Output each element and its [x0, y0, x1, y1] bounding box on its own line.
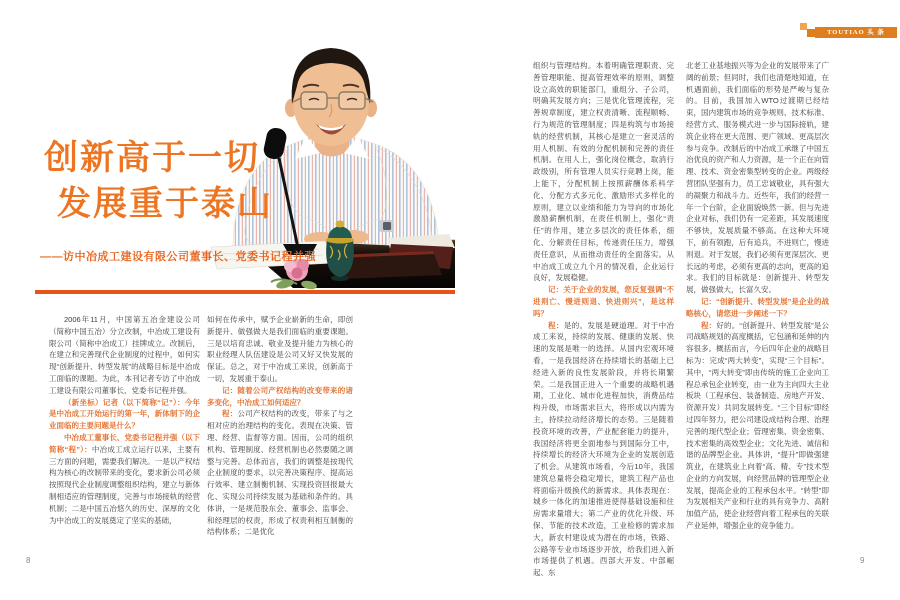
qa-accent-run: 程： [548, 320, 564, 330]
qa-accent-run: 记：关于企业的发展，您反复强调“不进则亡、慢进则退、快进则兴”，是这样吗？ [533, 285, 674, 318]
article-column-2 [207, 314, 353, 537]
page-number-right: 9 [860, 556, 865, 565]
section-tag-cn: 头 条 [867, 29, 885, 36]
body-text-run: 如何在传承中，赋予企业崭新的生命，即创新提升、做强做大是我们面临的重要课题。三是以培育忠诚、敬业及提升能力为核心的职业经理人队伍建设是公司又好又快发展的保证。总之，对于中冶成工来说，创新高于一切，发展重于泰山。 [207, 315, 353, 383]
article-column-1 [49, 314, 200, 528]
body-text-run: 是的。发展是硬道理。对于中冶成工来说，持续的发展、健康的发展、快速的发展是唯一的选择。从国内宏观环境看，一是我国经济在持续增长的基础上已经进入新的良性发展阶段，并将长期繁荣。二是我国正进入一个重要的战略机遇期，工业化、城市化进程加快，消费品结构升级，市场需求巨大，将形成以内需为主，持续拉动经济增长的态势。三是随着投资环境的改善，产业配套能力的提升，我国经济将更全面地参与到国际分工中，持续增长的经济大环境为企业的发展创造了机会。从建筑市场看，今后10年，我国建筑总量将会稳定增长，建筑工程产品也将面临升级换代的新需求。具体表现在：城乡一体化的加速推进使得基础设施和住房需求量增大；第二产业的优化升级、环保、节能的技术改造，工业检修的需求加大，新农村建设成为潜在的市场，铁路、公路等专业市场逐步开放，给我们进入新市场提供了机遇。西部大开发、中部崛起、东 [533, 320, 675, 578]
article-paragraph [686, 60, 829, 296]
qa-accent-run: 记：随着公司产权结构的改变带来的诸多变化，中冶成工如何适应？ [207, 385, 353, 407]
article-paragraph [49, 397, 200, 432]
wrist-watch [379, 220, 394, 232]
article-column-4 [686, 60, 830, 531]
body-text-run: 北老工业基地振兴等为企业的发展带来了广阔的前景；但同时，我们也清楚地知道，在机遇面前，我们面临的形势是严峻与复杂的。目前，我国加入WTO过渡期已经结束，国内建筑市场的竞争规则、技术标准、经营方式、服务模式进一步与国际接轨，建筑企业将在更大范围、更广领域、更高层次参与竞争。改制后的中冶成工承继了中国五冶优良的资产和人力资源，是一个正在向管理、技术、资金密集型转变的企业。两级经营团队坚强有力，员工忠诚敬业，具有强大的凝聚力和战斗力。近些年，我们的经营一年一个台阶，企业面貌焕然一新。但与先进企业对标，我们仍有一定差距，其发展速度不够快，发展质量不够高。在这种大环境下，前有领跑，后有追兵，不进则亡，慢进则退。对于发展，我们必须有更深层次、更长远的考虑，必须有更高的志向，更高的追求。我们的目标就是：创新提升、转型发展，做强做大，长富久安。 [686, 61, 829, 295]
section-tag-bar [815, 27, 897, 38]
qa-accent-run: 中冶成工董事长、党委书记程并强（以下简称“程”）： [49, 432, 200, 454]
page-number-left: 8 [26, 556, 31, 565]
article-paragraph [49, 314, 200, 397]
deco-square-dark [807, 29, 815, 37]
feature-title-line2: 发展重于泰山 [57, 185, 273, 223]
article-paragraph [533, 320, 674, 580]
article-column-3 [533, 60, 675, 578]
article-paragraph [533, 284, 674, 319]
qa-accent-run: 记：“创新提升、转型发展”是企业的战略核心，请您进一步阐述一下？ [686, 296, 829, 318]
body-text-run: 好的。“创新提升、转型发展”是公司战略规划的高度概括，它包涵和延伸的内容很多。概括而言，今后四年企业的战略目标为：完成“两大转变”，实现“三个目标”。其中，“两大转变”即由传统的施工企业向工程总承包企业转变，由一业为主向四大主业板块（工程承包、装备制造、房地产开发、资源开发）共同发展转变。“三个目标”即经过四年努力，把公司建设成结构合理、治理完善的现代型企业；管理密集、资金密集、技术密集的高效型企业；文化先进、诚信和谐的品牌型企业。具体讲，“提升”即做强建筑业，在建筑业上向着“高、精、专”技术型企业的方向发展，向经营品牌的管理型企业发展，提高企业的工程承包水平。“转型”即为发展相关产业和行业的具有竞争力、高附加值产品，使企业经营向着工程承包的关联产业延伸，增强企业的竞争能力。 [686, 320, 830, 531]
article-paragraph [533, 60, 674, 284]
article-paragraph [207, 408, 353, 538]
article-paragraph [49, 432, 200, 526]
section-tag-latin: TOUTIAO [827, 29, 865, 36]
body-text-run: 组织与管理结构。本着明确管理职责、完善管理职能、提高管理效率的原则，调整设立高效的职能部门，重组分、子公司，明确其发展方向；三是优化管理流程，完善规章制度，建立权责清晰、流程顺畅、行为规范的管理制度；四是构筑与市场接轨的经营机制，其核心是建立一套灵活的用人机制、有效的分配机制和完善的责任机制。在用人上，强化岗位概念，取消行政级别，所有管理人员实行竞聘上岗，能上能下，分配机制上按照薪酬体系科学化、分配方式多元化、激励形式多样化的原则，建立以业绩和能力为导向的市场化激励薪酬机制，在责任机制上，强化“责任”的作用，建立多层次的责任体系，细化、分解责任目标，传递责任压力，增强责任意识，从而推动责任的全面落实。从中冶成工成立九个月的情况看，企业运行良好，发展稳健。 [533, 61, 674, 283]
orange-rule [35, 290, 455, 294]
deco-square-light [800, 23, 807, 30]
article-paragraph [686, 296, 829, 320]
article-paragraph [207, 314, 353, 385]
feature-title-line1: 创新高于一切 [44, 139, 260, 177]
qa-accent-run: （新坐标）记者（以下简称“记”）：今年是中冶成工开始运行的第一年，新体制下的企业面临的主要问题是什么？ [49, 397, 200, 431]
feature-subtitle: ——访中冶成工建设有限公司董事长、党委书记程并强 [40, 251, 316, 263]
article-paragraph [207, 385, 353, 409]
body-text-run: 中冶成工成立运行以来，主要有三方面的问题，需要我们解决。一是以产权结构为核心的改制带来的变化，要求新公司必须按照现代企业制度调整组织结构，建立与新体制相适应的管理制度，完善与市场接轨的经营机制；二是中国五冶悠久的历史、深厚的文化为中冶成工的发展奠定了坚实的基础， [49, 444, 201, 525]
body-text-run: 2006年11月，中国第五冶金建设公司（简称中国五冶）分立改制，中冶成工建设有限公司（简称中冶成工）挂牌成立。改制后，在建立和完善现代企业制度的过程中，如何实现“创新提升、转型发展”的战略目标是中冶成工面临的课题。为此，本刊记者专访了中冶成工建设有限公司董事长、党委书记程并强。 [49, 315, 200, 395]
article-paragraph [686, 320, 829, 532]
qa-accent-run: 程： [222, 409, 238, 419]
body-text-run: 公司产权结构的改变，带来了与之相对应的治理结构的变化。表现在决策、管理、经营、监督等方面。因而，公司的组织机构、管理制度、经营机制也必然要随之调整与完善。总体而言，我们的调整是按现代企业制度的要求，以完善决策程序、提高运行效率、建立制衡机制、实现投资回报最大化、实现公司持续发展为基础和条件的。具体讲，一是规范股东会、董事会、监事会、和经理层的权责，形成了权责利相互制衡的结构体系；二是优化 [207, 409, 353, 537]
qa-accent-run: 程： [701, 320, 717, 330]
